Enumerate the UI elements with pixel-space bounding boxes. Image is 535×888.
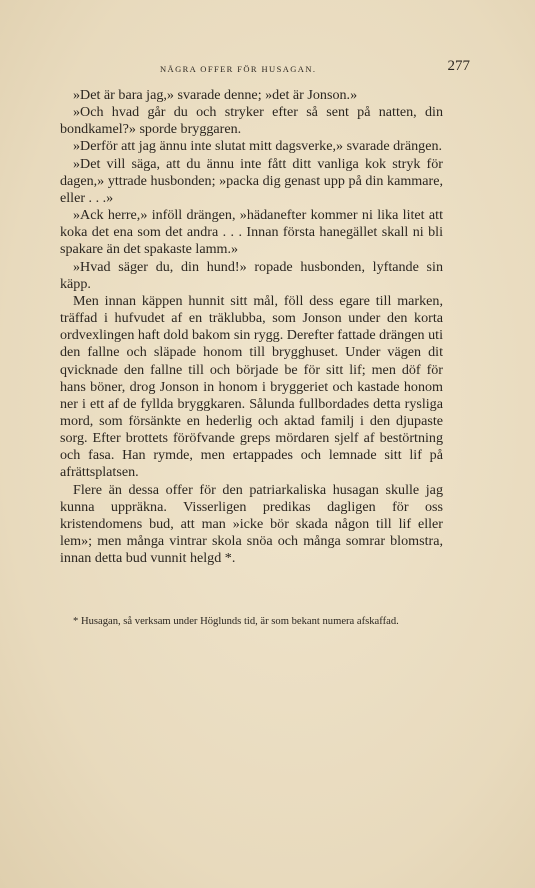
paragraph: Flere än dessa offer för den patriarkaliska husagan skulle jag kunna uppräkna. Visserligen predikas dagligen för oss kristendomens bud, att man »icke bör skada någon till lif eller lem»; men många vintrar skola snöa och många somrar blomstra, innan detta bud vunnit helgd *. <box>60 481 443 567</box>
paragraph: Men innan käppen hunnit sitt mål, föll dess egare till marken, träffad i hufvudet af en träklubba, som Jonson under den korta ordvexlingen haft dold bakom sin rygg. Derefter fattade drängen uti den fallne och släpade honom till brygghuset. Under vägen dit qvicknade den fallne till och började be för sitt lif; men döf för hans böner, drog Jonson in honom i bryggeriet och kastade honom ner i ett af de fyllda bryggkaren. Sålunda fullbordades detta rysliga mord, som försänkte en hederlig och aktad familj i den djupaste sorg. Efter brottets föröfvande greps mördaren sjelf af bestörtning och fasa. Han rymde, men ertappades och lemnade sitt lif på afrättsplatsen. <box>60 292 443 481</box>
running-title: NÅGRA OFFER FÖR HUSAGAN. <box>160 64 317 74</box>
paragraph: »Hvad säger du, din hund!» ropade husbonden, lyftande sin käpp. <box>60 258 443 292</box>
body-text <box>60 87 443 567</box>
footnote <box>60 615 445 629</box>
page-number: 277 <box>447 58 470 74</box>
running-head <box>60 60 470 80</box>
footnote-text: * Husagan, så verksam under Höglunds tid, är som bekant numera afskaffad. <box>73 616 399 627</box>
paragraph: »Ack herre,» inföll drängen, »hädanefter kommer ni lika litet att koka det ena som det andra . . . Innan första hanegället skall ni bli spakare än det spakaste lamm.» <box>60 207 443 258</box>
paragraph: »Det vill säga, att du ännu inte fått ditt vanliga kok stryk för dagen,» yttrade husbonden; »packa dig genast upp på din kammare, eller . . .» <box>60 155 443 206</box>
paragraph: »Det är bara jag,» svarade denne; »det är Jonson.» <box>73 87 358 103</box>
paragraph: »Derför att jag ännu inte slutat mitt dagsverke,» svarade drängen. <box>73 138 443 155</box>
paragraph: »Och hvad går du och stryker efter så sent på natten, din bondkamel?» sporde bryggaren. <box>60 104 443 138</box>
